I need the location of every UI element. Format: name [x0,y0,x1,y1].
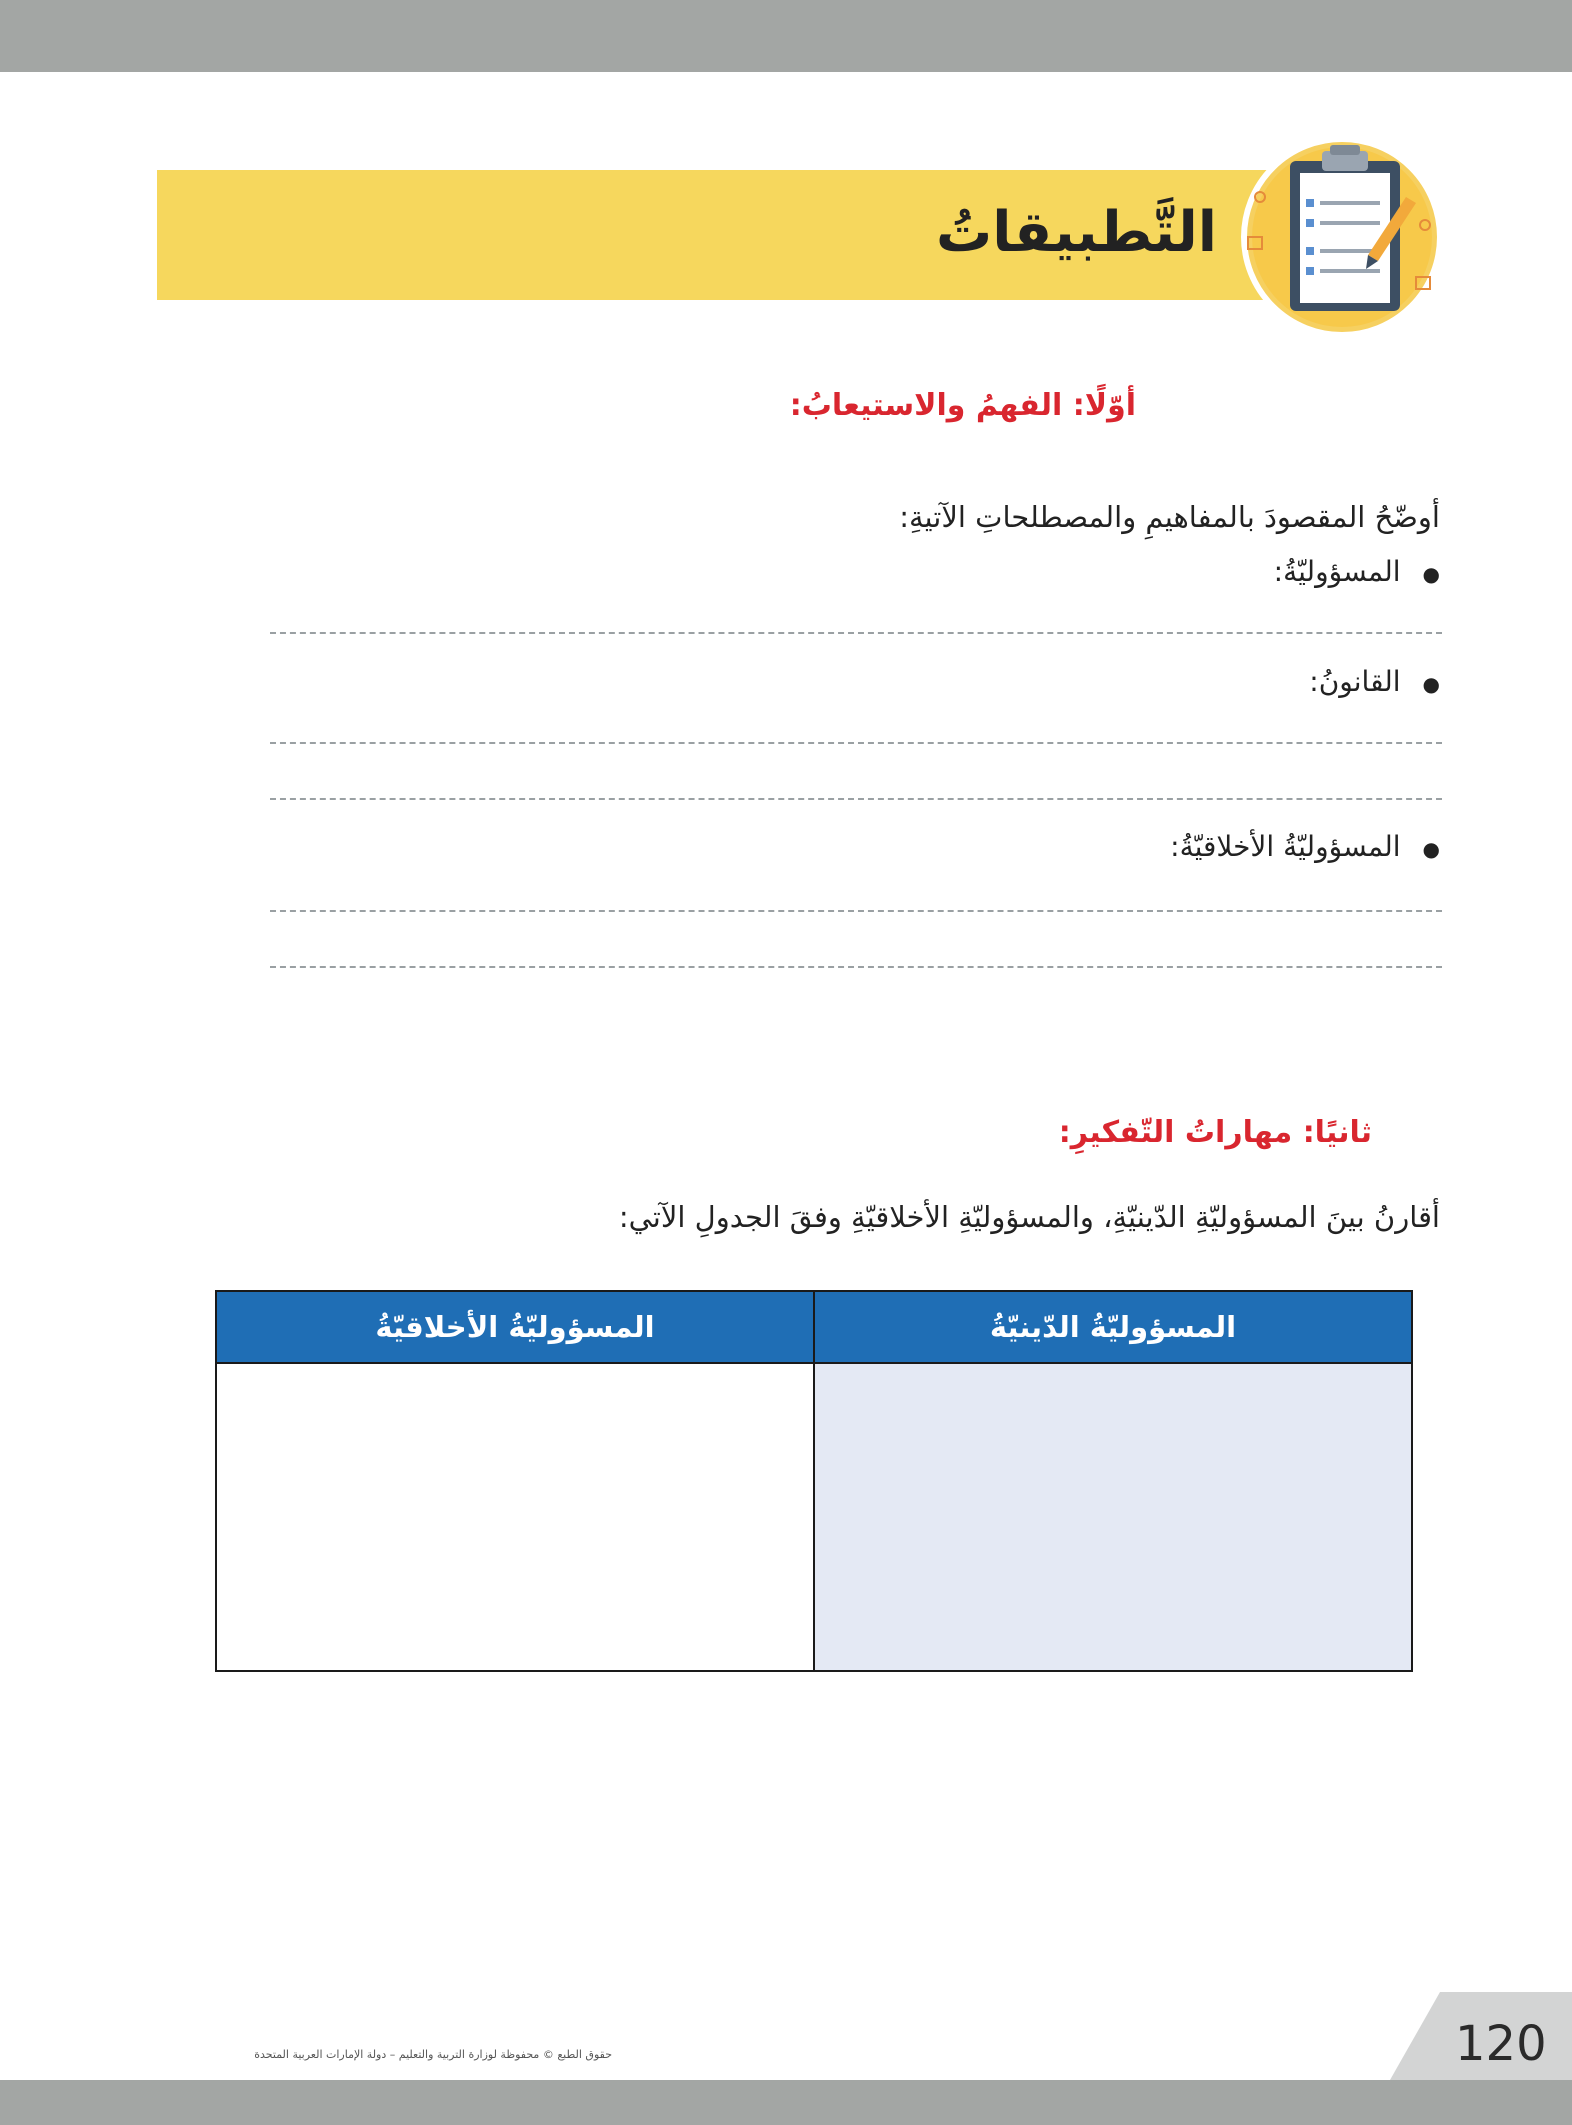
top-bar [0,0,1572,72]
bullet-icon: ● [1422,837,1440,861]
bullet-item-responsibility [1274,555,1440,588]
bullet-label: المسؤوليّةُ: [1273,555,1401,588]
section1-heading: أوّلًا: الفهمُ والاستيعابُ: [789,388,1136,423]
section1-instruction: أوضّحُ المقصودَ بالمفاهيمِ والمصطلحاتِ الآتيةِ: [899,500,1440,534]
religious-answer-cell[interactable] [814,1363,1412,1671]
bottom-bar [0,2080,1572,2125]
answer-line[interactable] [270,798,1442,800]
table-header-religious: المسؤوليّةُ الدّينيّةُ [814,1291,1412,1363]
answer-line[interactable] [270,742,1442,744]
bullet-item-law [1309,665,1440,698]
bullet-icon: ● [1422,672,1440,696]
bullet-item-moral-responsibility [1170,830,1440,863]
bullet-label: القانونُ: [1309,665,1401,698]
answer-line[interactable] [270,910,1442,912]
section2-heading: ثانيًا: مهاراتُ التّفكيرِ: [1058,1115,1372,1150]
clipboard-checklist-icon [1240,135,1445,340]
moral-answer-cell[interactable] [216,1363,814,1671]
answer-line[interactable] [270,632,1442,634]
answer-line[interactable] [270,966,1442,968]
table-row [216,1363,1412,1671]
copyright-text: حقوق الطبع © محفوظة لوزارة التربية والتعليم – دولة الإمارات العربية المتحدة [254,2048,612,2061]
table-header-moral: المسؤوليّةُ الأخلاقيّةُ [216,1291,814,1363]
section2-instruction: أقارنُ بينَ المسؤوليّةِ الدّينيّةِ، والمسؤوليّةِ الأخلاقيّةِ وفقَ الجدولِ الآتي: [618,1200,1440,1234]
comparison-table [215,1290,1413,1672]
bullet-icon: ● [1422,562,1440,586]
table-header-row [216,1291,1412,1363]
bullet-label: المسؤوليّةُ الأخلاقيّةُ: [1170,830,1401,863]
page-title: التَّطبيقاتُ [936,200,1217,265]
page-number: 120 [1455,2016,1547,2072]
